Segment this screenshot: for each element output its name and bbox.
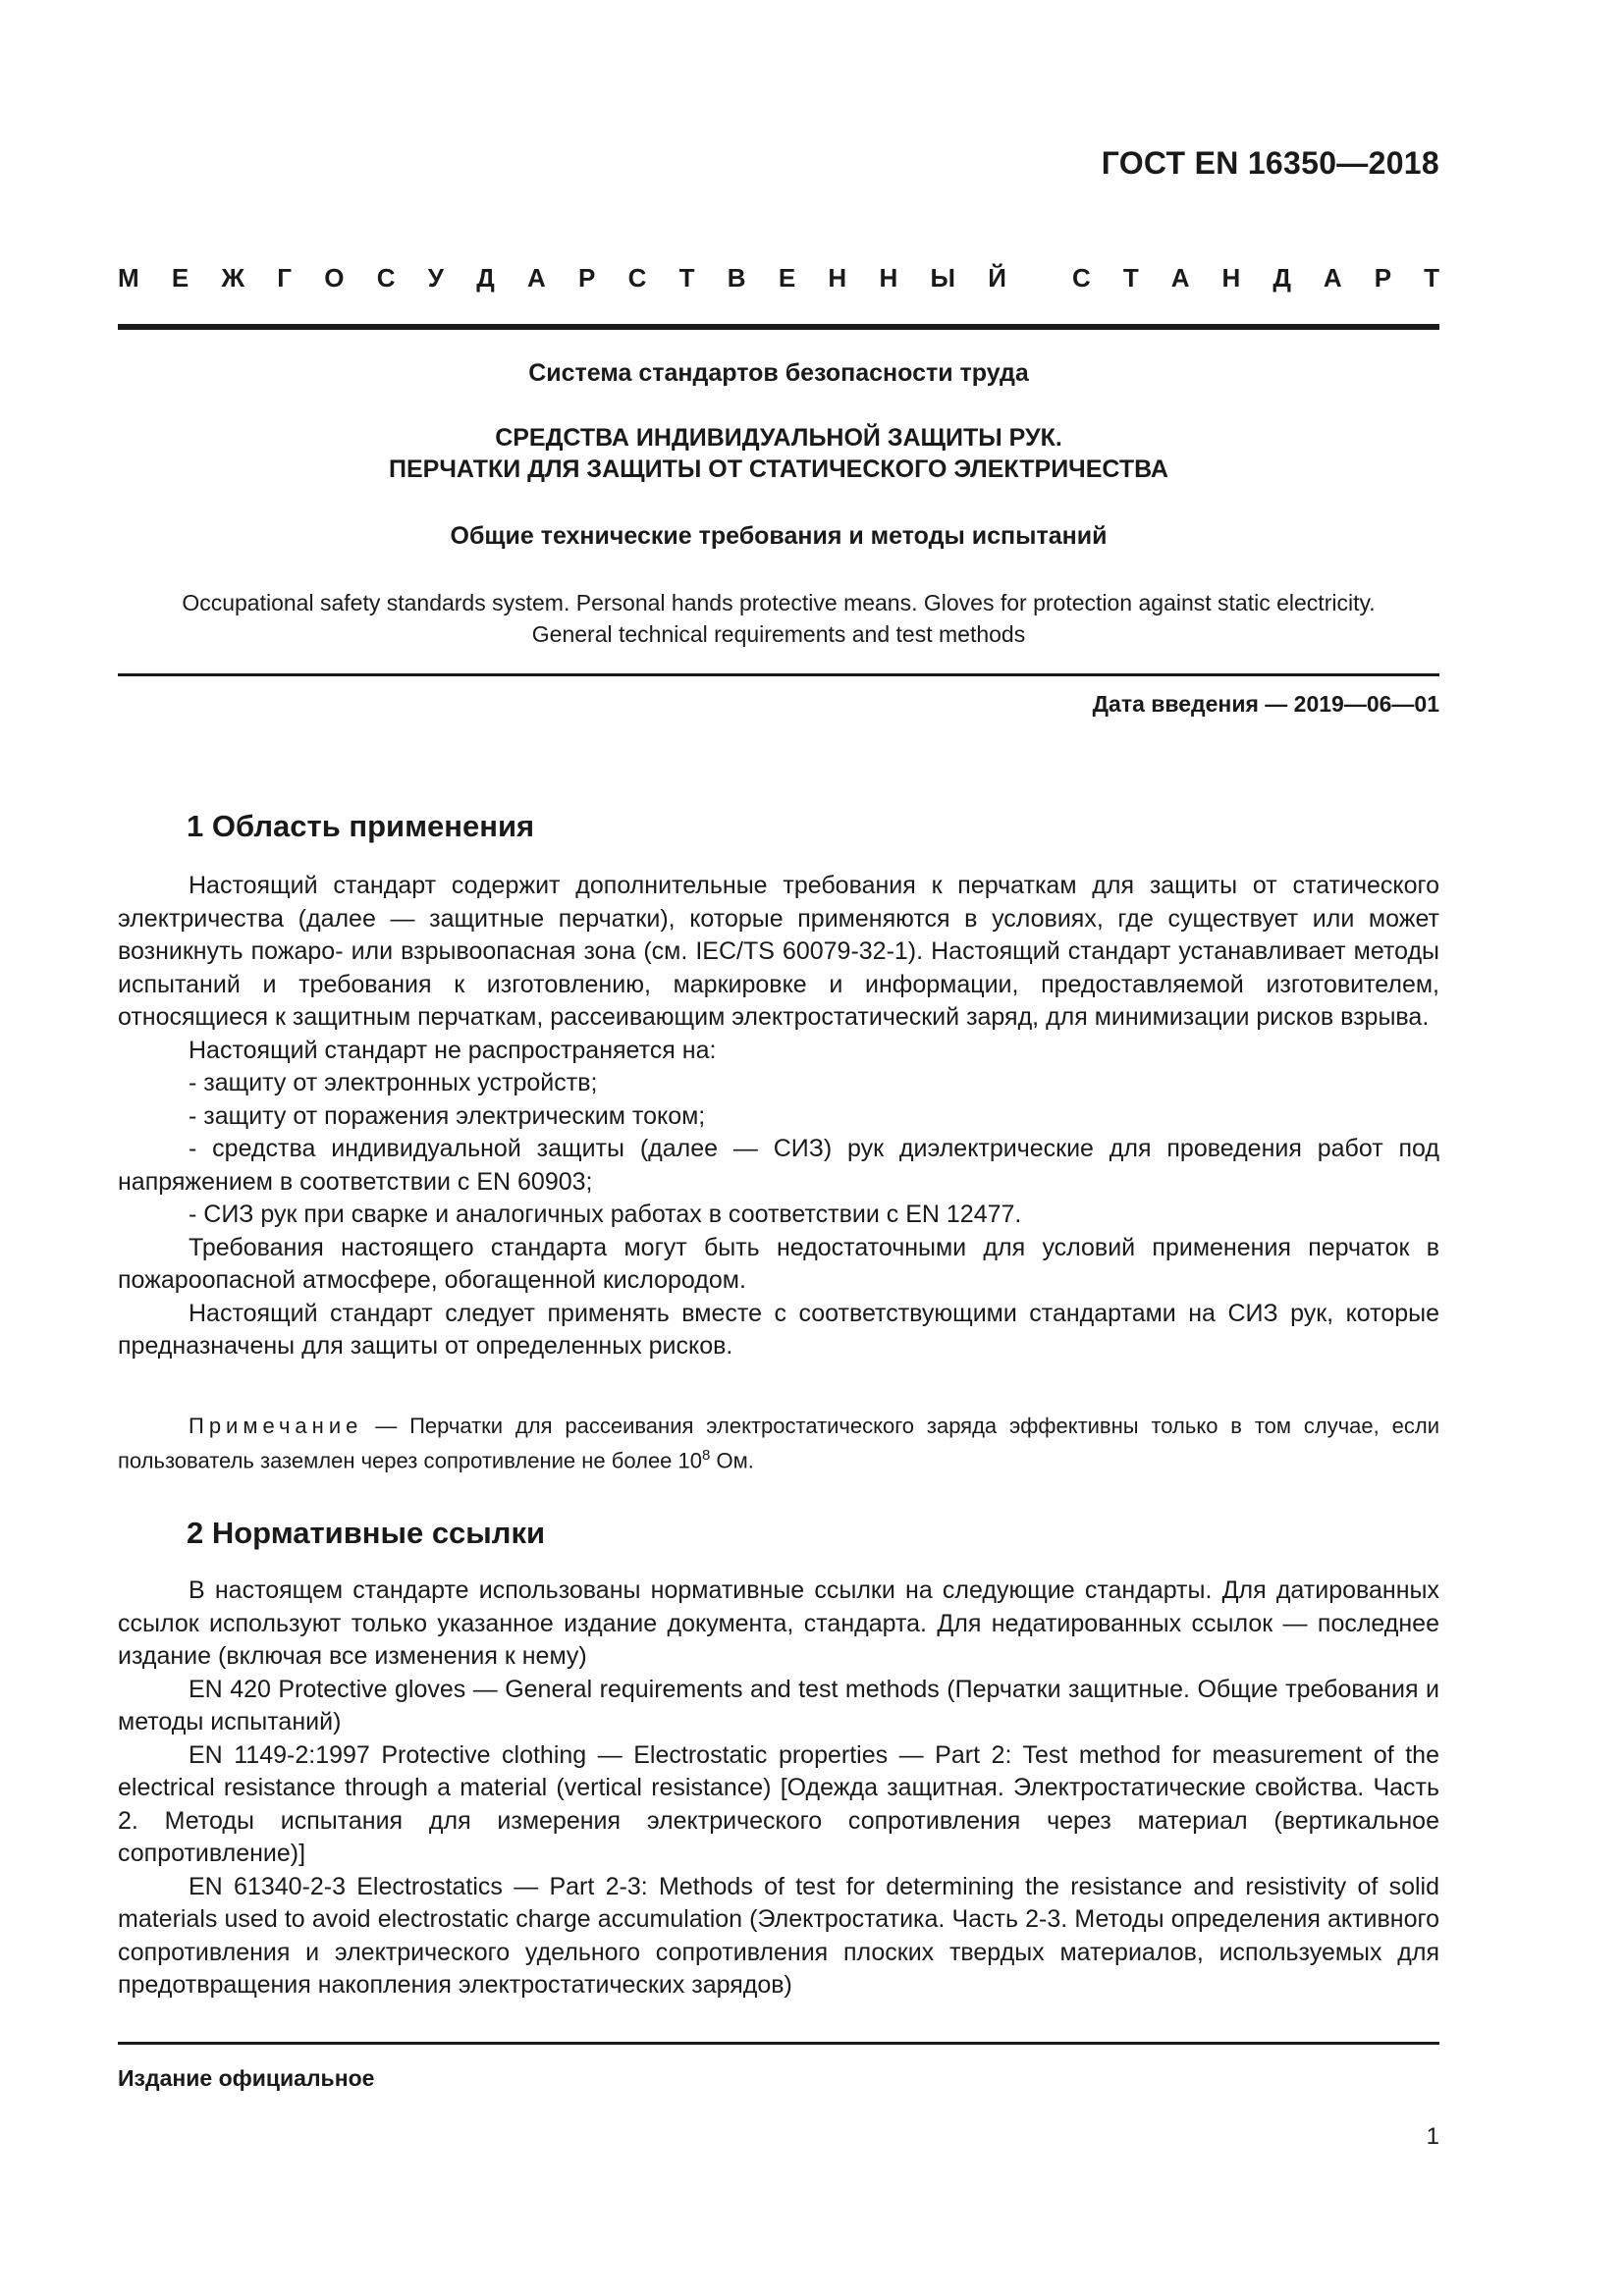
banner-letter: В: [727, 263, 746, 293]
reference-item: EN 1149-2:1997 Protective clothing — Electrostatic properties — Part 2: Test method for measurement of the electrical resistance through a material (vertical resistance) [Одежда защитная. Электростатические свойства. Часть 2. Методы испытания для измерения электрического сопротивления через материал (вертикальное сопротивление)]: [118, 1740, 1439, 1867]
note-end: Ом.: [710, 1448, 754, 1473]
section-1-heading: 1 Область применения: [187, 809, 535, 843]
banner-letter: Н: [1221, 263, 1241, 293]
main-title: [118, 422, 1439, 485]
banner-letter: С: [376, 263, 396, 293]
list-item: - СИЗ рук при сварке и аналогичных работах в соответствии с EN 12477.: [189, 1201, 1022, 1228]
banner-letter: Г: [277, 263, 293, 293]
main-title-line: СРЕДСТВА ИНДИВИДУАЛЬНОЙ ЗАЩИТЫ РУК.: [495, 424, 1062, 452]
footer-divider: [118, 2042, 1439, 2045]
introduction-date: Дата введения — 2019—06—01: [1092, 691, 1439, 717]
banner-letter: А: [1323, 263, 1342, 293]
section-1-note: [118, 1412, 1439, 1475]
banner-word-interstate: [118, 263, 1006, 294]
paragraph: В настоящем стандарте использованы нормативные ссылки на следующие стандарты. Для датированных ссылок используют только указанное издание документа, стандарта. Для недатированных ссылок — последнее издание (включая все изменения к нему): [118, 1576, 1439, 1670]
list-item: - защиту от электронных устройств;: [189, 1069, 598, 1096]
list-item: - средства индивидуальной защиты (далее — СИЗ) рук диэлектрические для проведения работ под напряжением в соответствии с EN 60903;: [118, 1135, 1439, 1196]
sub-title: Общие технические требования и методы испытаний: [450, 522, 1108, 550]
banner-letter: Р: [1374, 263, 1392, 293]
banner-letter: Н: [828, 263, 847, 293]
list-item: - защиту от поражения электрическим током;: [189, 1101, 706, 1130]
banner-letter: Й: [988, 263, 1006, 293]
banner-word-standard: [1072, 263, 1439, 294]
page-number: 1: [1426, 2123, 1439, 2150]
banner-letter: Е: [171, 263, 189, 293]
main-title-line: ПЕРЧАТКИ ДЛЯ ЗАЩИТЫ ОТ СТАТИЧЕСКОГО ЭЛЕКТРИЧЕСТВА: [389, 455, 1168, 483]
paragraph: Требования настоящего стандарта могут быть недостаточными для условий применения перчаток в пожароопасной атмосфере, обогащенной кислородом.: [118, 1233, 1439, 1294]
document-number: ГОСТ EN 16350—2018: [1101, 145, 1439, 181]
note-exponent: 8: [702, 1447, 711, 1464]
section-2-body: [118, 1575, 1439, 2002]
banner-letter: Ы: [930, 263, 955, 293]
banner-letter: О: [324, 263, 345, 293]
banner-letter: М: [118, 263, 139, 293]
banner-letter: А: [1170, 263, 1190, 293]
english-title-line: General technical requirements and test methods: [531, 621, 1026, 647]
note-label: Примечание: [189, 1414, 363, 1438]
note-paragraph: [118, 1412, 1439, 1475]
section-2-heading: 2 Нормативные ссылки: [187, 1516, 546, 1550]
english-title-line: Occupational safety standards system. Personal hands protective means. Gloves for protection against static electricity.: [182, 590, 1376, 615]
header-divider: [118, 324, 1439, 330]
banner-letter: С: [627, 263, 647, 293]
reference-item: EN 420 Protective gloves — General requirements and test methods (Перчатки защитные. Общие требования и методы испытаний): [118, 1675, 1439, 1735]
interstate-standard-banner: [118, 263, 1439, 294]
banner-letter: А: [527, 263, 546, 293]
banner-letter: Ж: [221, 263, 245, 293]
section-1-body: [118, 870, 1439, 1363]
banner-letter: Е: [778, 263, 796, 293]
paragraph: Настоящий стандарт содержит дополнительные требования к перчаткам для защиты от статического электричества (далее — защитные перчатки), которые применяются в условиях, где существует или может возникнуть пожаро- или взрывоопасная зона (см. IEC/TS 60079-32-1). Настоящий стандарт устанавливает методы испытаний и требования к изготовлению, маркировке и информации, предоставляемой изготовителем, относящиеся к защитным перчаткам, рассеивающим электростатический заряд, для минимизации рисков взрыва.: [118, 872, 1439, 1031]
banner-letter: Р: [578, 263, 596, 293]
reference-item: EN 61340-2-3 Electrostatics — Part 2-3: Methods of test for determining the resistance and resistivity of solid materials used to avoid electrostatic charge accumulation (Электростатика. Часть 2-3. Методы определения активного сопротивления и электрического удельного сопротивления плоских твердых материалов, используемых для предотвращения накопления электростатических зарядов): [118, 1872, 1439, 1999]
official-edition-label: Издание официальное: [118, 2065, 375, 2091]
banner-letter: Д: [476, 263, 495, 293]
banner-letter: Т: [1424, 263, 1439, 293]
banner-letter: Д: [1272, 263, 1291, 293]
system-title: Система стандартов безопасности труда: [528, 359, 1029, 387]
banner-letter: Н: [879, 263, 898, 293]
paragraph: Настоящий стандарт не распространяется на:: [189, 1036, 717, 1064]
banner-letter: Т: [678, 263, 695, 293]
banner-letter: У: [427, 263, 444, 293]
english-title: [118, 587, 1439, 650]
paragraph: Настоящий стандарт следует применять вместе с соответствующими стандартами на СИЗ рук, которые предназначены для защиты от определенных рисков.: [118, 1299, 1439, 1360]
banner-letter: Т: [1122, 263, 1139, 293]
note-text: — Перчатки для рассеивания электростатического заряда эффективны только в том случае, если пользователь заземлен через сопротивление не более 10: [118, 1414, 1439, 1473]
banner-letter: С: [1072, 263, 1091, 293]
title-divider: [118, 673, 1439, 676]
